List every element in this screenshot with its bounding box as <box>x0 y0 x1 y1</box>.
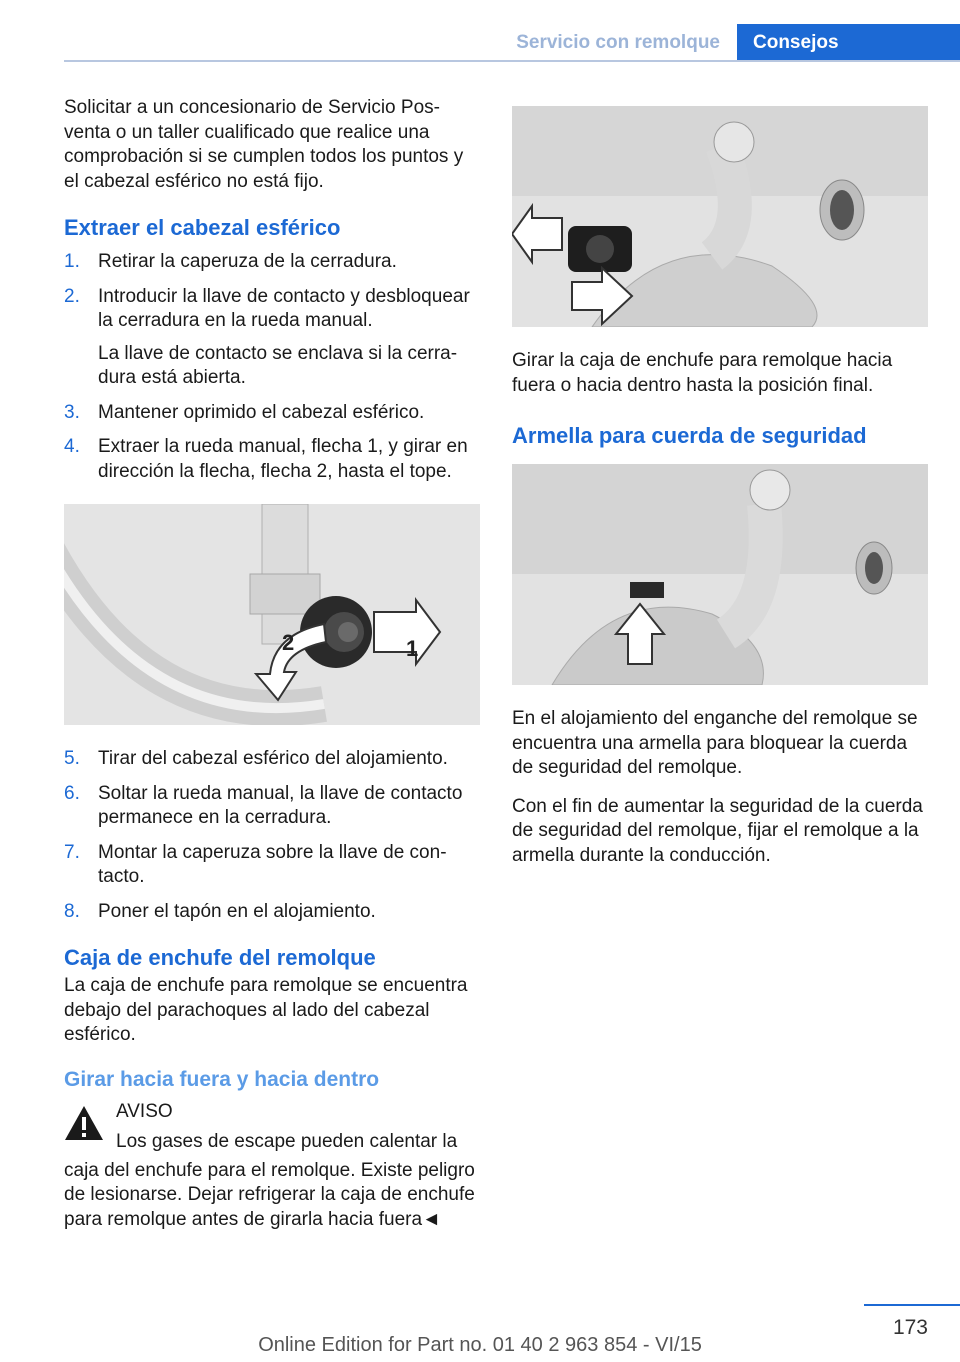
step-item <box>64 285 480 391</box>
step-text: Retirar la caperuza de la cerradura. <box>98 251 397 272</box>
warning-text: caja del enchufe para el remolque. Existe peligro de lesionarse. Dejar refrigerar la caja de enchufe para remolque antes de girarla hacia fuera◄ <box>64 1159 475 1230</box>
warning-block <box>64 1100 480 1155</box>
page-number: 173 <box>892 1316 928 1339</box>
step-number: 8. <box>64 900 80 922</box>
subheading-swing-out-in: Girar hacia fuera y hacia dentro <box>64 1067 380 1091</box>
footer-rule <box>864 1304 960 1306</box>
step-text: Soltar la rueda manual, la llave de contacto permanece en la cerradura. <box>98 782 463 828</box>
step-text: Mantener oprimido el cabezal esférico. <box>98 401 425 423</box>
step-note: La llave de contacto se enclava si la cerradura está abierta. <box>98 342 458 388</box>
step-number: 1. <box>64 251 80 272</box>
heading-safety-eye: Armella para cuerda de seguridad <box>512 423 867 448</box>
step-text: Montar la caperuza sobre la llave de contacto. <box>98 841 447 887</box>
figure-arrow-label-2: 2 <box>282 630 295 655</box>
step-item <box>64 841 480 890</box>
step-number: 2. <box>64 285 80 307</box>
step-item <box>64 782 480 831</box>
warning-first-line: Los gases de escape pueden calentar la <box>116 1131 458 1152</box>
step-text: Introducir la llave de contacto y desbloquear la cerradura en la rueda manual. <box>98 285 470 331</box>
warning-triangle-icon <box>64 1104 104 1142</box>
intro-paragraph: Solicitar a un concesionario de Servicio Posventa o un taller cualificado que realice una comprobación si se cumplen todos los puntos y el cabezal esférico no está fijo. <box>64 97 464 192</box>
header-section-title: Servicio con remolque <box>516 32 720 53</box>
step-item <box>64 900 480 925</box>
step-text: Poner el tapón en el alojamiento. <box>98 900 376 922</box>
step-item <box>64 747 480 772</box>
heading-remove-ball-head: Extraer el cabezal esférico <box>64 215 341 240</box>
steps-list-1 <box>64 250 480 484</box>
step-number: 7. <box>64 841 80 863</box>
safety-eye-paragraph-2: Con el fin de aumentar la seguridad de la cuerda de seguridad del remolque, fijar el remolque a la armella durante la conducción. <box>512 795 923 866</box>
left-column <box>64 96 480 1232</box>
step-item <box>64 250 480 275</box>
step-item <box>64 401 480 426</box>
safety-eye-paragraph: En el alojamiento del enganche del remolque se encuentra una armella para bloquear la cuerda de seguridad del remolque. <box>512 708 918 778</box>
step-number: 6. <box>64 782 80 804</box>
step-number: 5. <box>64 748 80 769</box>
warning-title: AVISO <box>116 1100 173 1122</box>
step-text: Extraer la rueda manual, flecha 1, y girar en dirección la flecha, flecha 2, hasta el tope. <box>98 436 468 482</box>
figure-hand-wheel <box>64 504 480 725</box>
figure-arrow-label-1: 1 <box>406 636 419 661</box>
figure-safety-eye <box>512 464 928 685</box>
right-column <box>512 106 928 882</box>
header-chapter-tab: Consejos <box>737 24 960 62</box>
heading-trailer-socket: Caja de enchufe del remolque <box>64 945 376 970</box>
figure-trailer-socket <box>512 106 928 327</box>
footer-edition: Online Edition for Part no. 01 40 2 963 854 - VI/15 <box>258 1334 702 1356</box>
steps-list-2 <box>64 747 480 924</box>
trailer-socket-paragraph: La caja de enchufe para remolque se encuentra debajo del parachoques al lado del cabezal esférico. <box>64 975 468 1045</box>
step-text: Tirar del cabezal esférico del alojamiento. <box>98 748 448 769</box>
socket-caption: Girar la caja de enchufe para remolque hacia fuera o hacia dentro hasta la posición final. <box>512 350 893 396</box>
step-number: 4. <box>64 436 80 457</box>
step-item <box>64 435 480 484</box>
step-number: 3. <box>64 401 80 423</box>
header-rule <box>64 60 960 62</box>
